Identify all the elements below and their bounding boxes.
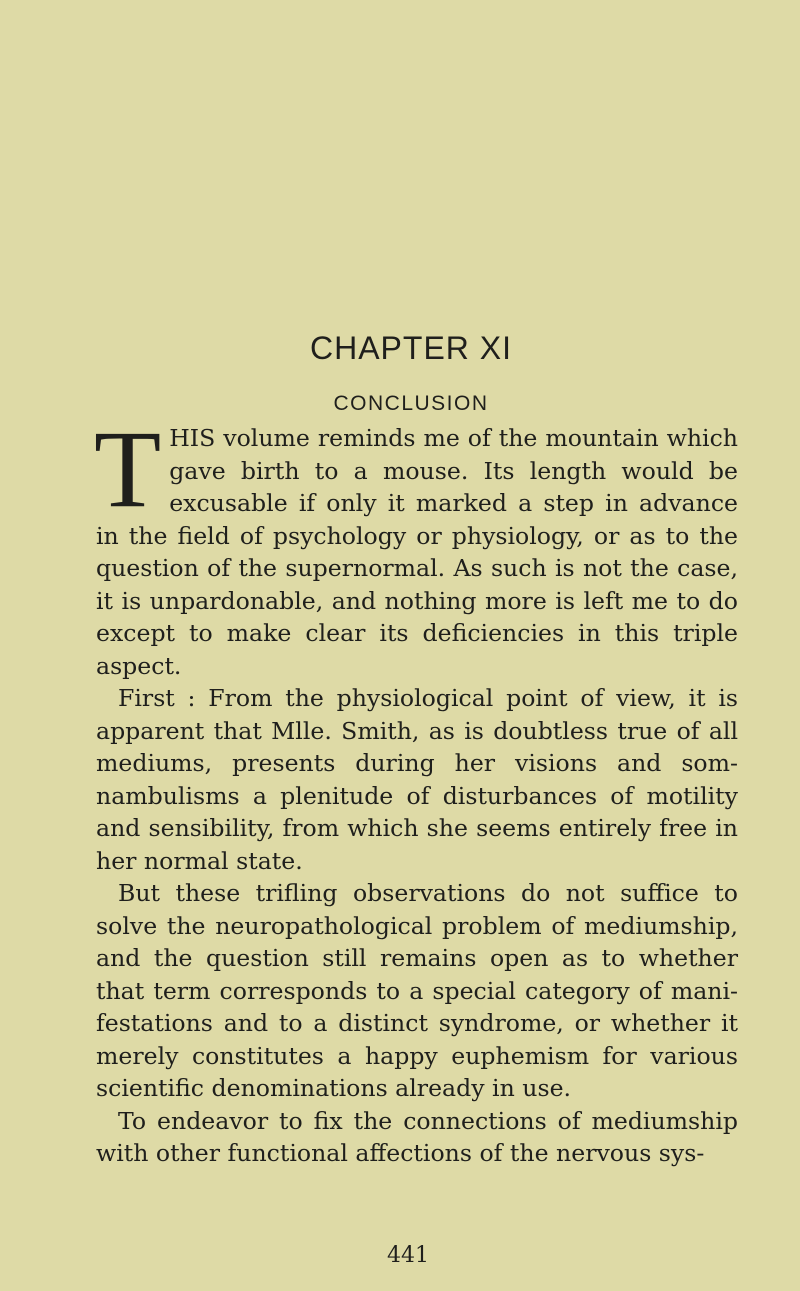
paragraph-4: To endeavor to fix the connections of mediumship with other functional affections of the nervous sys-: [96, 1106, 738, 1167]
chapter-heading: CHAPTER XI: [309, 330, 513, 366]
drop-cap: T: [94, 408, 162, 530]
chapter-body: [94, 408, 738, 1170]
paragraph-1-text: HIS volume reminds me of the mountain which gave birth to a mouse. Its length would be excusable if only it marked a step in advance in the field of psychology or physiology, or as to the question of the supernormal. As such is not the case, it is unpardonable, and nothing more is left me to do except to make clear its deficiencies in this triple aspect.: [96, 424, 738, 680]
paragraph-3: But these trifling observations do not suffice to solve the neuropathological problem of mediumship, and the question still remains open as to whether that term corresponds to a special category of manifestations and to a distinct syndrome, or whether it merely constitutes a happy euphemism for various scientific denominations already in use.: [96, 879, 738, 1102]
paragraph-1: [94, 408, 738, 682]
paragraph-2: First : From the physiological point of view, it is apparent that Mlle. Smith, as is doubtless true of all mediums, presents during her visions and somnambulisms a plenitude of disturbances of motility and sensibility, from which she seems entirely free in her normal state.: [96, 684, 738, 875]
chapter-title: CONCLUSION: [333, 392, 489, 415]
page-number: 441: [387, 1243, 429, 1268]
